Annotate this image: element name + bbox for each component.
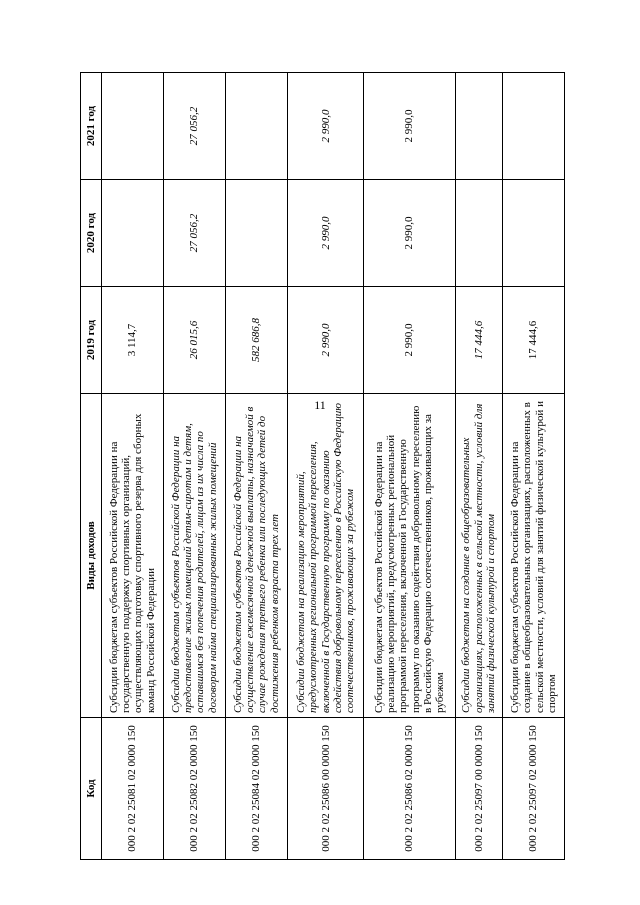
cell-2021 [503, 73, 565, 180]
table-row [503, 73, 565, 860]
cell-code: 000 2 02 25082 02 0000 150 [163, 718, 225, 860]
table-row [364, 73, 455, 860]
table-row [287, 73, 364, 860]
table-row [225, 73, 287, 860]
cell-2019: 582 686,8 [225, 287, 287, 394]
cell-2020 [503, 180, 565, 287]
table-header-row [81, 73, 102, 860]
cell-2021: 2 990,0 [364, 73, 455, 180]
table-row [163, 73, 225, 860]
cell-2020: 27 056,2 [163, 180, 225, 287]
cell-name: Субсидии бюджетам субъектов Российской Федерации на создание в общеобразовательных организациях, расположенных в сельской местности, условий для занятий физической культурой и спортом [503, 394, 565, 718]
cell-2020 [102, 180, 164, 287]
cell-2021: 2 990,0 [287, 73, 364, 180]
page-number: 11 [314, 398, 326, 412]
cell-2019: 2 990,0 [287, 287, 364, 394]
cell-2019: 2 990,0 [364, 287, 455, 394]
cell-code: 000 2 02 25084 02 0000 150 [225, 718, 287, 860]
cell-code: 000 2 02 25097 00 0000 150 [455, 718, 502, 860]
cell-2020 [225, 180, 287, 287]
cell-2019: 3 114,7 [102, 287, 164, 394]
cell-name: Субсидии бюджетам на создание в общеобразовательных организациях, расположенных в сельской местности, условий для занятий физической культурой и спортом [455, 394, 502, 718]
cell-code: 000 2 02 25086 02 0000 150 [364, 718, 455, 860]
cell-code: 000 2 02 25081 02 0000 150 [102, 718, 164, 860]
income-table [80, 72, 565, 860]
cell-2021: 27 056,2 [163, 73, 225, 180]
table-row [102, 73, 164, 860]
header-code: Код [81, 718, 102, 860]
cell-code: 000 2 02 25086 00 0000 150 [287, 718, 364, 860]
cell-2021 [102, 73, 164, 180]
cell-2019: 17 444,6 [455, 287, 502, 394]
cell-2020: 2 990,0 [287, 180, 364, 287]
header-2019: 2019 год [81, 287, 102, 394]
income-table-rotated [80, 74, 565, 860]
cell-name: Субсидии бюджетам субъектов Российской Федерации на государственную поддержку спортивных организаций, осуществляющих подготовку спортивного резерва для сборных команд Российской Федерации [102, 394, 164, 718]
header-2020: 2020 год [81, 180, 102, 287]
table-wrapper [80, 74, 565, 860]
table-row [455, 73, 502, 860]
cell-2021 [225, 73, 287, 180]
cell-code: 000 2 02 25097 02 0000 150 [503, 718, 565, 860]
header-name: Виды доходов [81, 394, 102, 718]
cell-2021 [455, 73, 502, 180]
cell-name: Субсидии бюджетам субъектов Российской Федерации на реализацию мероприятий, предусмотренных региональной программой переселения, включенной в Государственную программу по оказанию содействия добровольному переселению в Российскую Федерацию соотечественников, проживающих за рубежом [364, 394, 455, 718]
cell-name: Субсидии бюджетам на реализацию мероприятий, предусмотренных региональной программой переселения, включенной в Государственную программу по оказанию содействия добровольному переселению в Российскую Федерацию соотечественников, проживающих за рубежом [287, 394, 364, 718]
cell-name: Субсидии бюджетам субъектов Российской Федерации на осуществление ежемесячной денежной выплаты, назначаемой в случае рождения третьего ребенка или последующих детей до достижения ребенком возраста трех лет [225, 394, 287, 718]
header-2021: 2021 год [81, 73, 102, 180]
cell-name: Субсидии бюджетам субъектов Российской Федерации на предоставление жилых помещений детям-сиротам и детям, оставшимся без попечения родителей, лицам из их числа по договорам найма специализированных жилых помещений [163, 394, 225, 718]
cell-2019: 26 015,6 [163, 287, 225, 394]
cell-2020 [455, 180, 502, 287]
cell-2020: 2 990,0 [364, 180, 455, 287]
cell-2019: 17 444,6 [503, 287, 565, 394]
